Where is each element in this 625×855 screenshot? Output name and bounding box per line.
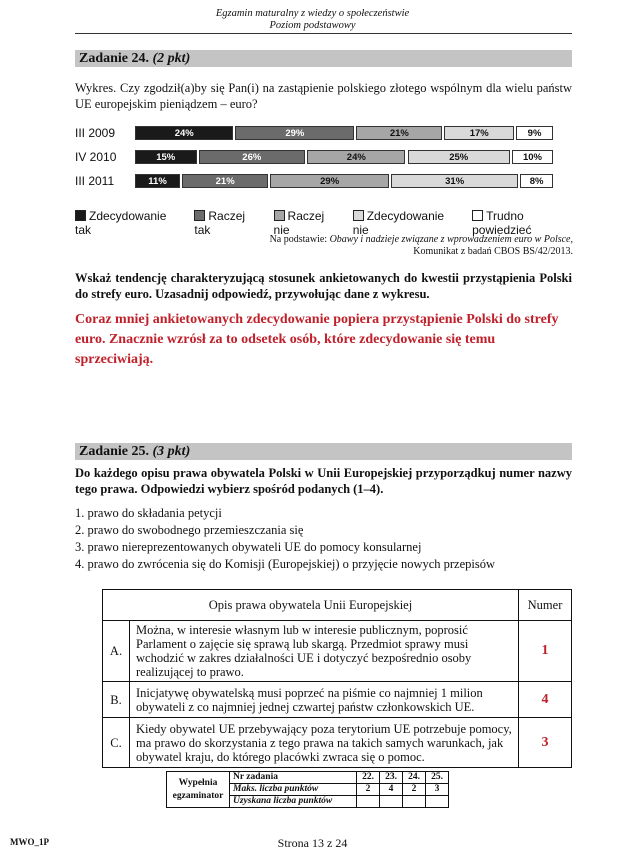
legend-item [274, 209, 343, 237]
row-answer[interactable]: 4 [519, 682, 572, 718]
rights-table [102, 589, 572, 768]
row-letter: A. [103, 621, 130, 682]
score-input-cell[interactable] [426, 796, 449, 808]
score-label-1: Wypełnia [178, 777, 218, 788]
row-letter: C. [103, 718, 130, 768]
legend-item [75, 209, 184, 237]
legend-swatch [353, 210, 364, 221]
bar-segment: 17% [444, 126, 514, 140]
row-answer[interactable]: 1 [519, 621, 572, 682]
task25-points: (3 pkt) [152, 444, 191, 459]
bar-segment: 21% [182, 174, 268, 188]
category-label: III 2011 [75, 174, 115, 188]
exam-level: Poziom podstawowy [269, 20, 356, 31]
page-number: Strona 13 z 24 [277, 836, 348, 850]
legend-item [472, 209, 585, 237]
bar-segment: 31% [391, 174, 518, 188]
source-line2: Komunikat z badań CBOS BS/42/2013. [413, 246, 573, 257]
task24-title-bar [75, 50, 572, 67]
chart-row [75, 126, 575, 140]
score-row-label: Uzyskana liczba punktów [230, 796, 357, 808]
table-row [103, 621, 572, 682]
row-description: Można, w interesie własnym lub w interesie publicznym, poprosić Parlament o zajęcie się sprawą lub skargą. Przedmiot sprawy musi wchodzić w zakres działalności UE i dotyczyć bezpośrednio osoby realizującej to prawo. [130, 621, 519, 682]
bar-segment: 8% [520, 174, 553, 188]
legend-swatch [194, 210, 205, 221]
category-label: IV 2010 [75, 150, 117, 164]
bar-segment: 11% [135, 174, 180, 188]
score-input-cell[interactable] [380, 796, 403, 808]
bar-segment: 9% [516, 126, 553, 140]
legend-label: Raczej nie [273, 209, 325, 237]
source-prefix: Na podstawie: [269, 234, 330, 245]
score-examiner-label [167, 772, 230, 808]
rights-options-list [75, 505, 495, 573]
chart-row [75, 150, 575, 164]
task25-instruction: Do każdego opisu prawa obywatela Polski w Unii Europejskiej przyporządkuj numer nazwy tego prawa. Odpowiedzi wybierz spośród podanych (1–4). [75, 466, 572, 496]
bar-segment: 25% [408, 150, 511, 164]
header-number: Numer [519, 590, 572, 621]
table-header-row [103, 590, 572, 621]
legend-item [353, 209, 462, 237]
task24-points: (2 pkt) [152, 51, 191, 66]
footer-code: MWO_1P [10, 837, 49, 847]
score-input-cell[interactable] [403, 796, 426, 808]
source-title: Obawy i nadzieje związane z wprowadzeniem euro w Polsce, [329, 234, 573, 245]
score-max-points: 2 [357, 784, 380, 796]
chart-source [270, 234, 573, 258]
legend-label: Zdecydowanie nie [352, 209, 445, 237]
row-answer[interactable]: 3 [519, 718, 572, 768]
score-max-points: 4 [380, 784, 403, 796]
score-task-number: 25. [426, 772, 449, 784]
legend-swatch [274, 210, 285, 221]
score-label-2: egzaminator [172, 790, 224, 801]
bar-segment: 29% [270, 174, 389, 188]
bar-segment: 10% [512, 150, 553, 164]
score-input-cell[interactable] [357, 796, 380, 808]
header-rule [75, 33, 572, 34]
legend-item [194, 209, 263, 237]
legend-label: Raczej tak [194, 209, 246, 237]
bar-segment: 26% [199, 150, 306, 164]
option-item: 4. prawo do zwrócenia się do Komisji (Europejskiej) o przyjęcie nowych przepisów [75, 557, 496, 571]
score-task-number: 23. [380, 772, 403, 784]
table-row [103, 718, 572, 768]
bar-segment: 15% [135, 150, 197, 164]
task24-title: Zadanie 24. [79, 51, 150, 66]
legend-swatch [472, 210, 483, 221]
exam-title: Egzamin maturalny z wiedzy o społeczeństwie [215, 8, 410, 19]
legend-label: Trudno powiedzieć [472, 209, 532, 237]
row-description: Kiedy obywatel UE przebywający poza terytorium UE potrzebuje pomocy, ma prawo do skorzystania z tego prawa na takich samych warunkach, jak obywatel kraju, do którego placówki zwraca się o pomoc. [130, 718, 519, 768]
bar-segment: 29% [235, 126, 354, 140]
legend-label: Zdecydowanie tak [75, 209, 167, 237]
option-item: 1. prawo do składania petycji [75, 506, 222, 520]
task24-answer: Coraz mniej ankietowanych zdecydowanie popiera przystąpienie Polski do strefy euro. Znacznie wzrósł za to odsetek osób, które zdecydowanie się temu sprzeciwiają. [75, 312, 559, 367]
task24-question: Wykres. Czy zgodził(a)by się Pan(i) na zastąpienie polskiego złotego wspólnym dla wielu państw UE europejskim pieniądzem – euro? [75, 81, 572, 111]
row-letter: B. [103, 682, 130, 718]
score-row-label: Nr zadania [230, 772, 357, 784]
chart-legend [75, 209, 585, 237]
bar-segment: 21% [356, 126, 442, 140]
row-description: Inicjatywę obywatelską musi poprzeć na piśmie co najmniej 1 milion obywateli z co najmniej jednej czwartej państw członkowskich UE. [130, 682, 519, 718]
bar-segment: 24% [135, 126, 233, 140]
bar-segment: 24% [307, 150, 405, 164]
category-label: III 2009 [75, 126, 116, 140]
score-task-number: 22. [357, 772, 380, 784]
task24-instruction: Wskaż tendencję charakteryzującą stosunek ankietowanych do kwestii przystąpienia Polski do strefy euro. Uzasadnij odpowiedź, przywołując dane z wykresu. [75, 271, 572, 301]
score-task-number: 24. [403, 772, 426, 784]
task25-title-bar [75, 443, 572, 460]
option-item: 3. prawo niereprezentowanych obywateli UE do pomocy konsularnej [75, 540, 422, 554]
stacked-bar-chart [75, 126, 575, 196]
score-max-points: 3 [426, 784, 449, 796]
legend-swatch [75, 210, 86, 221]
score-max-points: 2 [403, 784, 426, 796]
score-row-label: Maks. liczba punktów [230, 784, 357, 796]
table-row [103, 682, 572, 718]
score-table [166, 771, 449, 808]
header-description: Opis prawa obywatela Unii Europejskiej [103, 590, 519, 621]
option-item: 2. prawo do swobodnego przemieszczania się [75, 523, 304, 537]
chart-row [75, 174, 575, 188]
task25-title: Zadanie 25. [79, 444, 150, 459]
